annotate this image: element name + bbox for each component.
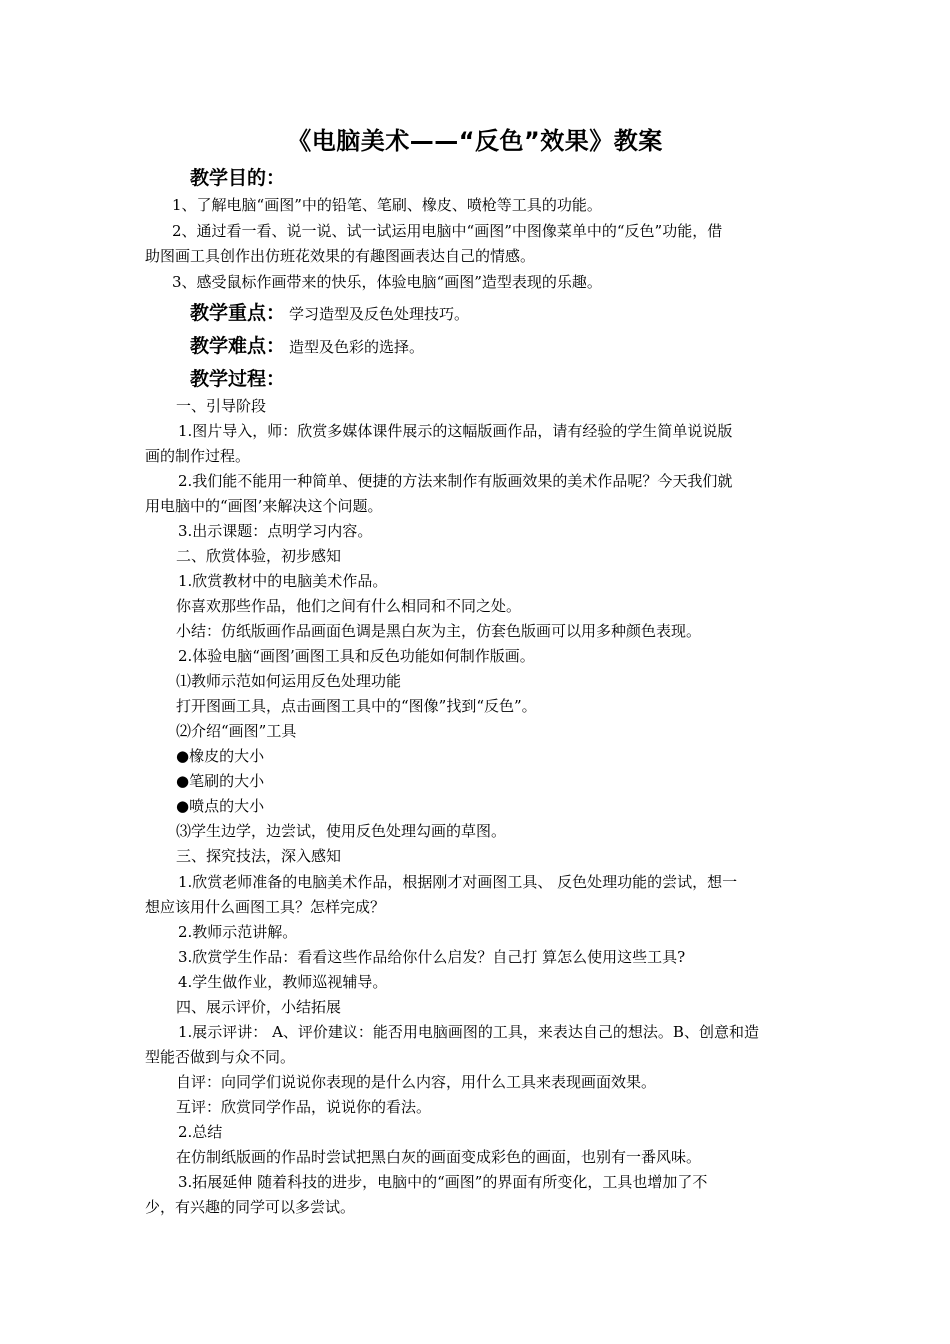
process-line: 在仿制纸版画的作品时尝试把黑白灰的画面变成彩色的画面，也别有一番风味。	[176, 1148, 702, 1166]
objective-item-2-line-2: 助图画工具创作出仿班花效果的有趣图画表达自己的情感。	[145, 247, 536, 265]
objectives-heading: 教学目的：	[190, 167, 286, 189]
process-line: 2.教师示范讲解。	[178, 923, 298, 941]
process-line: ⑴教师示范如何运用反色处理功能	[176, 672, 402, 690]
process-line: ⑵介绍“画图”工具	[176, 722, 297, 740]
process-line: 3.拓展延伸 随着科技的进步，电脑中的“画图”的界面有所变化，工具也增加了不	[178, 1173, 708, 1191]
process-line: 二、欣赏体验，初步感知	[176, 547, 342, 565]
process-line: 四、展示评价，小结拓展	[176, 998, 342, 1016]
process-line: 用电脑中的“画图’来解决这个问题。	[145, 497, 383, 515]
process-line: 少，有兴趣的同学可以多尝试。	[145, 1198, 356, 1216]
difficulty-section	[190, 331, 424, 358]
process-line: 2.总结	[178, 1123, 223, 1141]
process-line: 1.欣赏教材中的电脑美术作品。	[178, 572, 388, 590]
process-line: 1.展示评讲： A、评价建议：能否用电脑画图的工具，来表达自己的想法。B、创意和造	[178, 1023, 759, 1041]
objective-item-3: 3、感受鼠标作画带来的快乐，体验电脑“画图”造型表现的乐趣。	[172, 273, 602, 291]
objective-item-1: 1、了解电脑“画图”中的铅笔、笔刷、橡皮、喷枪等工具的功能。	[172, 196, 602, 214]
process-line: 2.体验电脑“画图’画图工具和反色功能如何制作版画。	[178, 647, 535, 665]
process-heading: 教学过程：	[190, 368, 286, 390]
process-line: 4.学生做作业，教师巡视辅导。	[178, 973, 388, 991]
process-line: 打开图画工具，点击画图工具中的“图像”找到“反色”。	[176, 697, 537, 715]
process-line: 一、引导阶段	[176, 397, 267, 415]
difficulty-heading: 教学难点：	[190, 335, 286, 357]
process-line: 三、探究技法，深入感知	[176, 847, 342, 865]
key-point-heading: 教学重点：	[190, 302, 286, 324]
process-line: 1.欣赏老师准备的电脑美术作品，根据刚才对画图工具、 反色处理功能的尝试，想一	[178, 873, 738, 891]
process-line: 你喜欢那些作品，他们之间有什么相同和不同之处。	[176, 597, 522, 615]
document-title: 《电脑美术——“反色”效果》教案	[287, 127, 663, 155]
process-line: 小结：仿纸版画作品画面色调是黑白灰为主，仿套色版画可以用多种颜色表现。	[176, 622, 702, 640]
process-line: ⑶学生边学，边尝试，使用反色处理勾画的草图。	[176, 822, 507, 840]
process-line: 互评：欣赏同学作品，说说你的看法。	[176, 1098, 432, 1116]
objectives-section	[190, 163, 285, 190]
process-bullet: ●喷点的大小	[176, 797, 265, 815]
process-bullet: ●笔刷的大小	[176, 772, 265, 790]
key-point-section	[190, 298, 469, 325]
process-bullet: ●橡皮的大小	[176, 747, 265, 765]
objective-item-2-line-1: 2、通过看一看、说一说、试一试运用电脑中“画图”中图像菜单中的“反色”功能，借	[172, 222, 723, 240]
process-line: 型能否做到与众不同。	[145, 1048, 296, 1066]
process-line: 2.我们能不能用一种简单、便捷的方法来制作有版画效果的美术作品呢？今天我们就	[178, 472, 733, 490]
process-section	[190, 364, 285, 391]
process-line: 1.图片导入，师：欣赏多媒体课件展示的这幅版画作品，请有经验的学生简单说说版	[178, 422, 733, 440]
difficulty-text: 造型及色彩的选择。	[289, 338, 425, 356]
process-line: 想应该用什么画图工具？怎样完成？	[145, 898, 386, 916]
key-point-text: 学习造型及反色处理技巧。	[289, 305, 470, 323]
process-line: 3.出示课题：点明学习内容。	[178, 522, 373, 540]
process-line: 3.欣赏学生作品：看看这些作品给你什么启发？自己打 算怎么使用这些工具?	[178, 948, 686, 966]
process-line: 画的制作过程。	[145, 447, 251, 465]
process-line: 自评：向同学们说说你表现的是什么内容，用什么工具来表现画面效果。	[176, 1073, 657, 1091]
